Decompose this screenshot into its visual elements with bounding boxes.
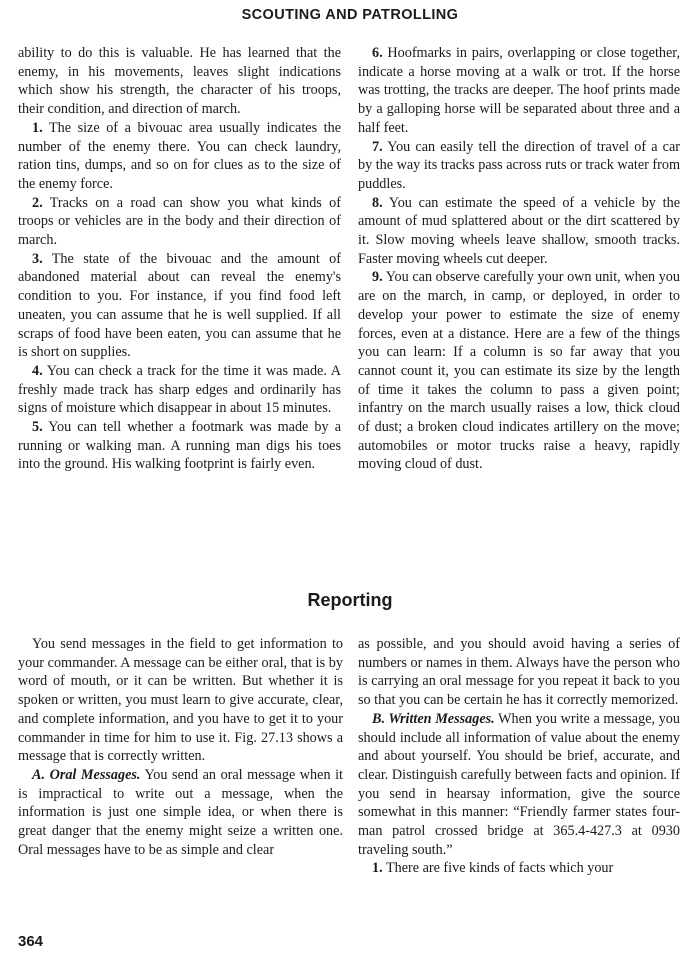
paragraph-item-6 (358, 44, 680, 138)
item-text: You can tell whether a footmark was made by a running or walking man. A running man digs his toes into the ground. His walking footprint is fairly even. (18, 419, 341, 473)
paragraph-oral-messages (18, 766, 343, 860)
running-head: SCOUTING AND PATROLLING (241, 7, 459, 23)
page-number: 364 (18, 933, 44, 950)
item-text: Tracks on a road can show you what kinds of troops or vehicles are in the body and their direction of march. (18, 194, 341, 249)
item-number: 8. (372, 194, 383, 211)
item-text: Hoofmarks in pairs, overlapping or close together, indicate a horse moving at a walk or trot. If the horse was trotting, the tracks are deeper. The hoof prints made by a galloping horse will be separated about three and a half feet. (358, 45, 681, 136)
paragraph-item-9 (358, 268, 680, 474)
paragraph-item-4 (18, 362, 341, 418)
column-top-left (18, 44, 341, 474)
paragraph-item-5 (18, 418, 341, 474)
item-number: 9. (372, 269, 383, 286)
paragraph-item-7 (358, 138, 680, 194)
paragraph-item-2 (18, 194, 341, 250)
paragraph-continuation: as possible, and you should avoid having a series of numbers or names in them. Always have the person who is carrying an oral message for you repeat it back to you so that you can be certain he has it correctly memorized. (358, 636, 680, 709)
subheading-oral-messages: A. Oral Messages. (32, 766, 141, 783)
paragraph-item-3 (18, 250, 341, 362)
item-number: 3. (32, 250, 43, 267)
item-number: 7. (372, 138, 383, 155)
item-number: 4. (32, 362, 43, 379)
column-bottom-right (358, 635, 680, 878)
item-text: You can estimate the speed of a vehicle by the amount of mud splattered about or the dirt scattered by it. Slow moving wheels leave shallow, smooth tracks. Faster moving wheels cut deeper. (358, 194, 680, 267)
written-messages-text: When you write a message, you should include all information of value about the enemy and about yourself. You should be brief, accurate, and clear. Distinguish carefully between facts and opinion. If you send in hearsay information, give the source somewhat in this manner: “Friendly farmer states four-man patrol crossed bridge at 365.4-427.3 at 0930 traveling south.” (358, 710, 680, 858)
paragraph-continuation: ability to do this is valuable. He has learned that the enemy, in his movements, leaves slight indications which show his strength, the character of his troops, their condition, and direction of march. (18, 45, 341, 118)
column-bottom-left (18, 635, 343, 859)
item-text: You can check a track for the time it was made. A freshly made track has sharp edges and ordinarily has signs of moisture which disappear in about 15 minutes. (18, 362, 341, 417)
oral-messages-text: You send an oral message when it is impractical to write out a message, when the information is just one simple idea, or when there is great danger that the enemy might seize a written one. Oral messages have to be as simple and clear (18, 766, 343, 858)
item-number: 5. (32, 419, 43, 436)
column-top-right (358, 44, 680, 474)
item-number: 6. (372, 45, 383, 61)
item-text: There are five kinds of facts which your (385, 860, 614, 877)
item-number: 2. (32, 194, 43, 211)
item-text: You can easily tell the direction of travel of a car by the way its tracks pass across ruts or track water from puddles. (358, 138, 680, 192)
item-number: 1. (32, 119, 43, 136)
item-text: You can observe carefully your own unit, when you are on the march, in camp, or deployed, in order to develop your power to estimate the size of enemy forces, even at a distance. Here are a few of the things you can learn: If a column is so far away that you cannot count it, you can estimate its size by the length of time it takes the column to pass a given point; infantry on the march usually raises a low, thick cloud of dust; a broken cloud indicates artillery on the move; automobiles or motor trucks raise a heavy, rapidly moving cloud of dust. (358, 269, 680, 473)
paragraph-item-8 (358, 194, 680, 269)
paragraph-written-messages (358, 710, 680, 860)
section-heading-reporting: Reporting (307, 590, 393, 610)
item-text: The size of a bivouac area usually indicates the number of the enemy there. You can check laundry, ration tins, dumps, and so on for clues as to the size of the enemy force. (18, 119, 341, 192)
item-text: The state of the bivouac and the amount of abandoned material about can reveal the enemy's condition to you. For instance, if you find food left uneaten, you can assume that he is well supplied. If all scraps of food have been eaten, you can assume that he is short on supplies. (18, 250, 342, 361)
paragraph-intro: You send messages in the field to get information to your commander. A message can be either oral, that is by word of mouth, or it can be written. But whether it is spoken or written, you must learn to give accurate, clear, and complete information, and you have to get it to your commander in time for him to use it. Fig. 27.13 shows a message that is correctly written. (18, 636, 343, 765)
paragraph-item-1 (18, 119, 341, 194)
item-number: 1. (372, 860, 383, 877)
paragraph-item-1-facts (358, 859, 680, 878)
subheading-written-messages: B. Written Messages. (372, 710, 495, 727)
